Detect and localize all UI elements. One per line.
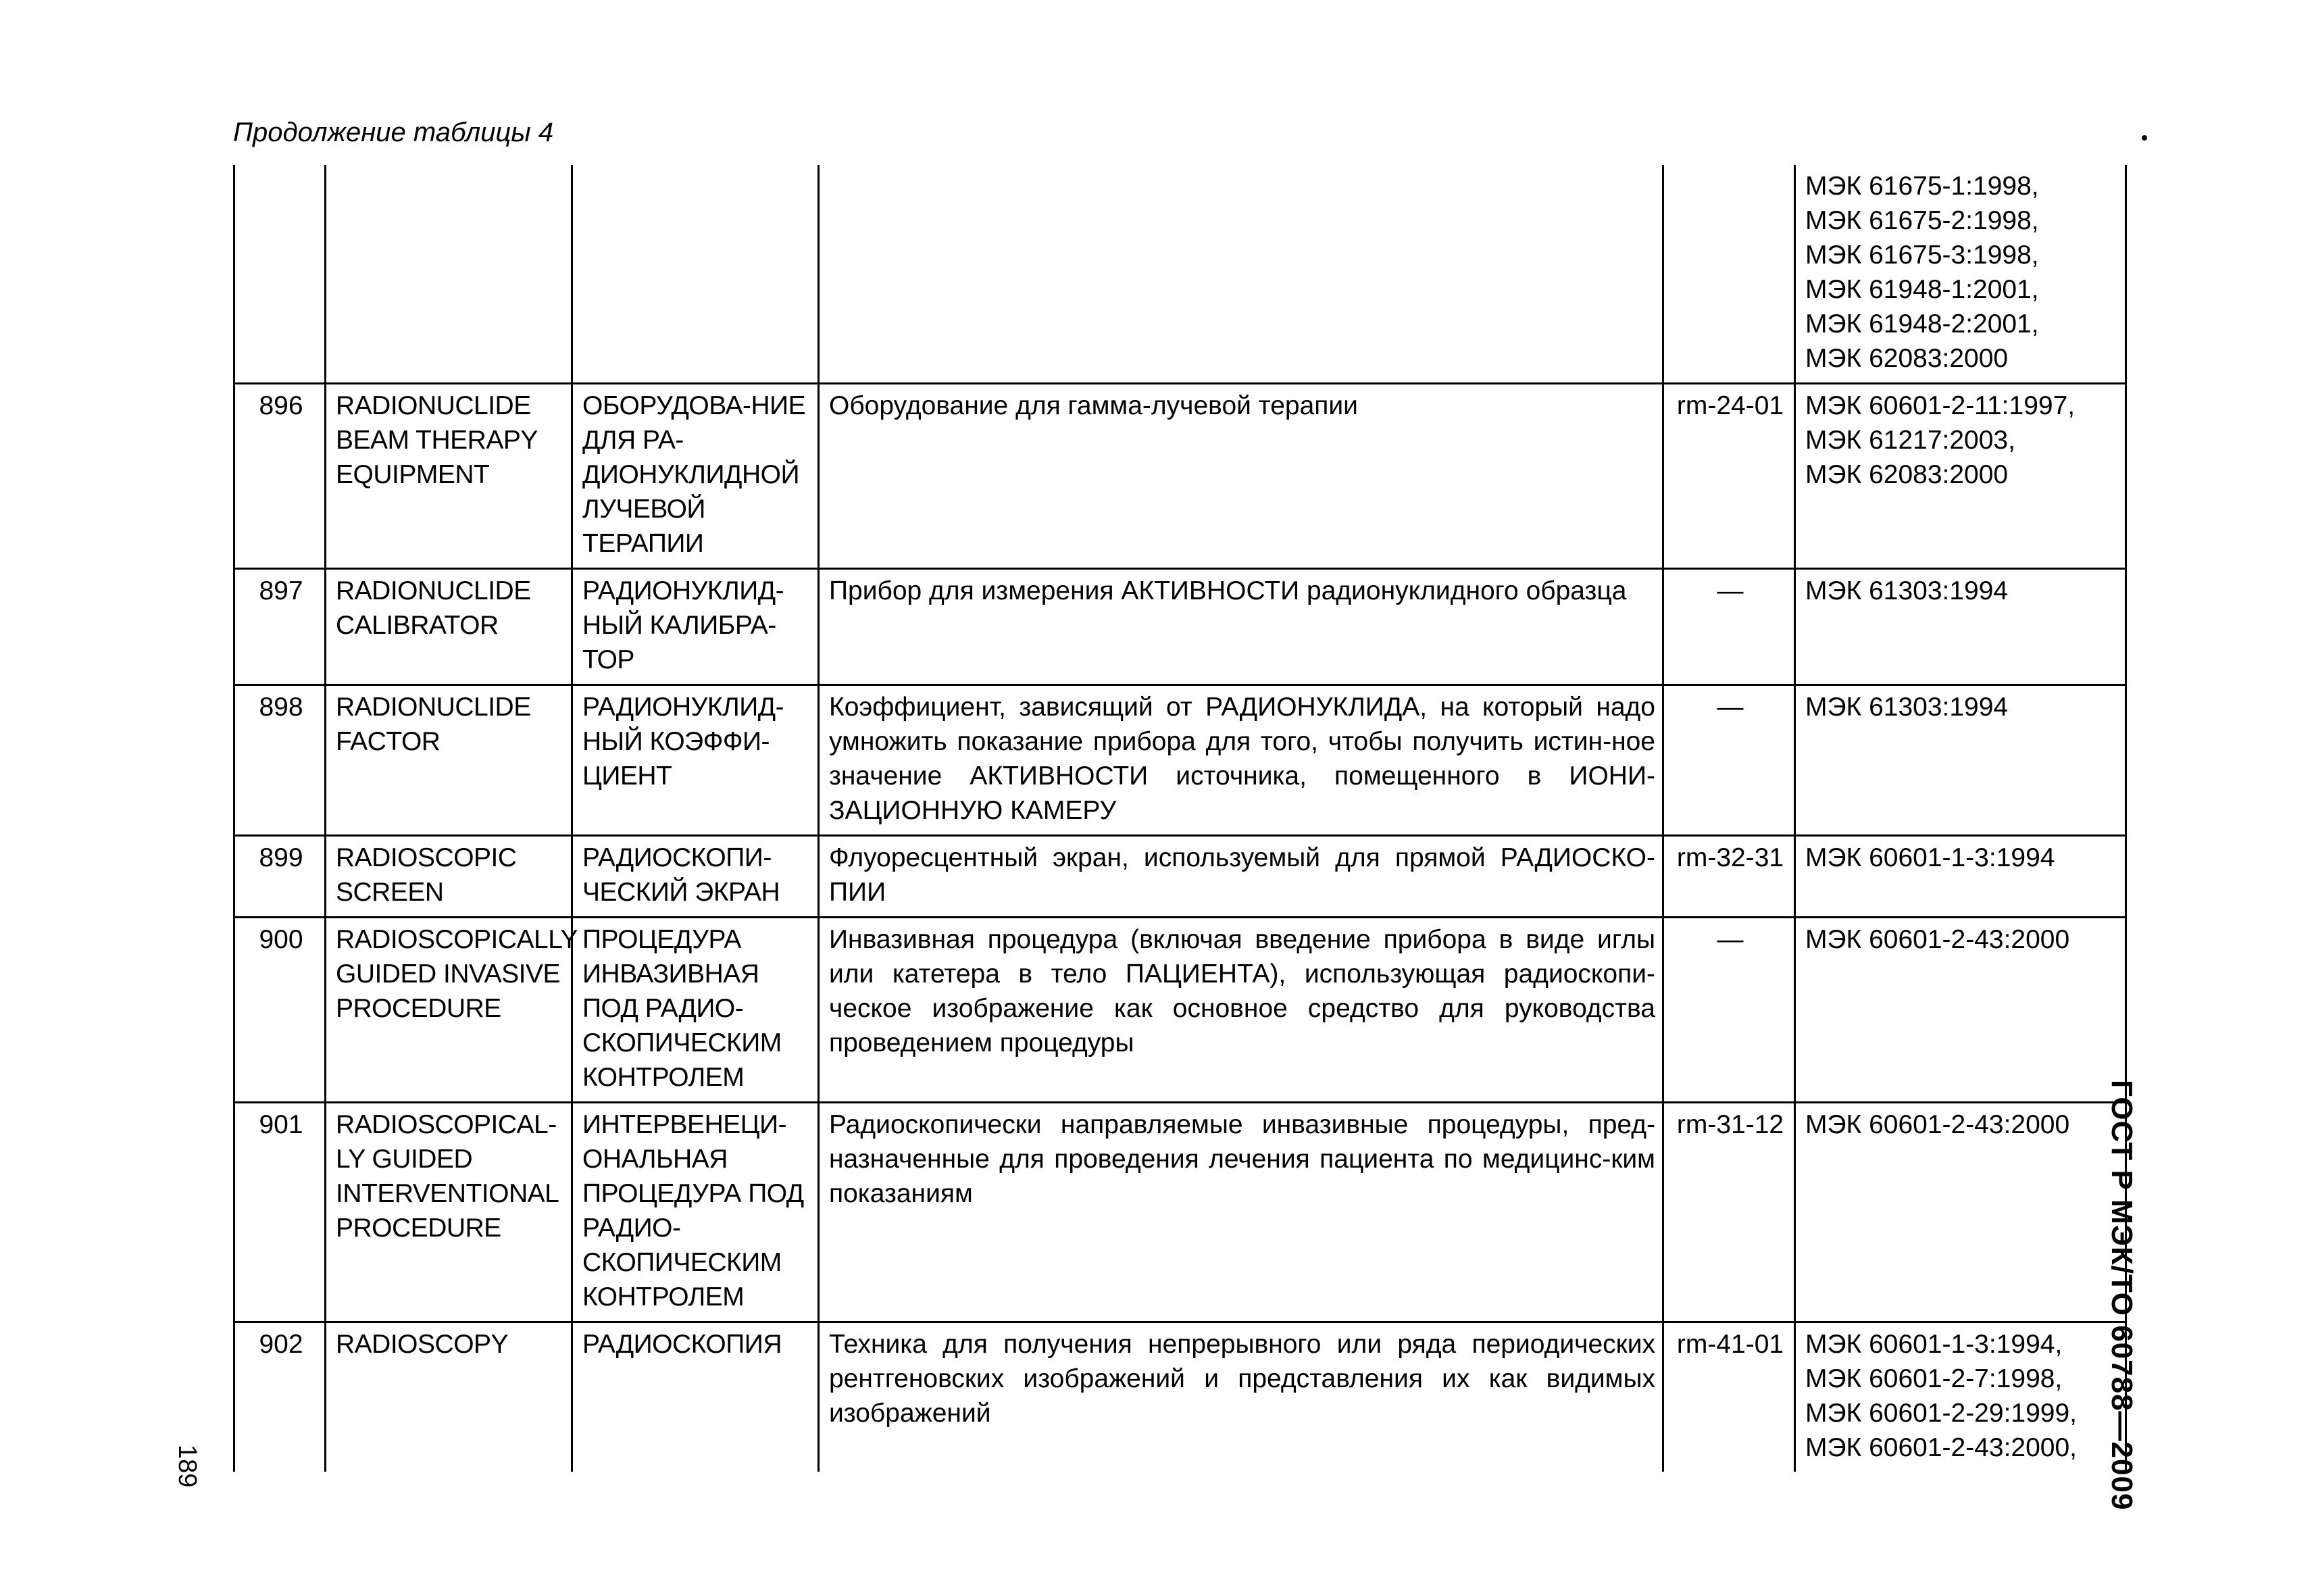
reference: МЭК 61675-3:1998, bbox=[1805, 241, 2039, 270]
reference: МЭК 60601-2-29:1999, bbox=[1805, 1399, 2077, 1428]
term-code: rm-31-12 bbox=[1663, 1103, 1795, 1322]
reference: МЭК 60601-2-43:2000, bbox=[1805, 1433, 2077, 1462]
term-code bbox=[1663, 165, 1795, 384]
term-definition: Прибор для измерения АКТИВНОСТИ радионуклидного образца bbox=[819, 569, 1663, 685]
term-russian: ИНТЕРВЕНЕЦИ-ОНАЛЬНАЯ ПРОЦЕДУРА ПОД РАДИО-СКОПИЧЕСКИМ КОНТРОЛЕМ bbox=[572, 1103, 819, 1322]
table-row bbox=[234, 569, 2126, 685]
term-english: RADIONUCLIDE CALIBRATOR bbox=[326, 569, 572, 685]
term-references bbox=[1795, 1322, 2126, 1472]
term-english: RADIOSCOPICALLY GUIDED INVASIVE PROCEDURE bbox=[326, 918, 572, 1103]
term-english: RADIONUCLIDE FACTOR bbox=[326, 685, 572, 836]
term-number: 902 bbox=[234, 1322, 326, 1472]
term-english: RADIOSCOPIC SCREEN bbox=[326, 836, 572, 918]
term-russian: ПРОЦЕДУРА ИНВАЗИВНАЯ ПОД РАДИО-СКОПИЧЕСКИМ КОНТРОЛЕМ bbox=[572, 918, 819, 1103]
reference: МЭК 61675-2:1998, bbox=[1805, 206, 2039, 235]
term-english: RADIOSCOPY bbox=[326, 1322, 572, 1472]
table-row bbox=[234, 1103, 2126, 1322]
reference: МЭК 62083:2000 bbox=[1805, 344, 2009, 373]
term-definition: Техника для получения непрерывного или ряда периодических рентгеновских изображений и представления их как видимых изображений bbox=[819, 1322, 1663, 1472]
reference: МЭК 61948-1:2001, bbox=[1805, 275, 2039, 304]
term-definition: Коэффициент, зависящий от РАДИОНУКЛИДА, на который надо умножить показание прибора для того, чтобы получить истин-ное значение АКТИВНОСТИ источника, помещенного в ИОНИ-ЗАЦИОННУЮ КАМЕРУ bbox=[819, 685, 1663, 836]
terms-table-body bbox=[234, 165, 2126, 1472]
term-references bbox=[1795, 918, 2126, 1103]
term-english: RADIONUCLIDE BEAM THERAPY EQUIPMENT bbox=[326, 384, 572, 569]
term-code: rm-41-01 bbox=[1663, 1322, 1795, 1472]
term-definition: Флуоресцентный экран, используемый для прямой РАДИОСКО-ПИИ bbox=[819, 836, 1663, 918]
term-code: rm-24-01 bbox=[1663, 384, 1795, 569]
reference: МЭК 61675-1:1998, bbox=[1805, 172, 2039, 201]
term-russian: РАДИОНУКЛИД-НЫЙ КОЭФФИ-ЦИЕНТ bbox=[572, 685, 819, 836]
term-references bbox=[1795, 1103, 2126, 1322]
term-code: — bbox=[1663, 685, 1795, 836]
term-definition bbox=[819, 165, 1663, 384]
term-references bbox=[1795, 569, 2126, 685]
term-definition: Оборудование для гамма-лучевой терапии bbox=[819, 384, 1663, 569]
table-row bbox=[234, 685, 2126, 836]
table-caption: Продолжение таблицы 4 bbox=[233, 118, 554, 147]
term-number bbox=[234, 165, 326, 384]
term-references bbox=[1795, 384, 2126, 569]
term-english bbox=[326, 165, 572, 384]
term-number: 899 bbox=[234, 836, 326, 918]
term-russian: РАДИОНУКЛИД-НЫЙ КАЛИБРА-ТОР bbox=[572, 569, 819, 685]
decorative-dot bbox=[2142, 135, 2147, 141]
standard-designation: ГОСТ Р МЭК/ТО 60788—2009 bbox=[2105, 1080, 2138, 1511]
table-row bbox=[234, 836, 2126, 918]
table-row bbox=[234, 918, 2126, 1103]
reference: МЭК 60601-2-43:2000 bbox=[1805, 1110, 2070, 1139]
reference: МЭК 60601-1-3:1994 bbox=[1805, 843, 2055, 872]
term-references bbox=[1795, 836, 2126, 918]
reference: МЭК 61303:1994 bbox=[1805, 693, 2009, 722]
term-references bbox=[1795, 165, 2126, 384]
reference: МЭК 60601-2-43:2000 bbox=[1805, 925, 2070, 954]
term-russian bbox=[572, 165, 819, 384]
term-definition: Радиоскопически направляемые инвазивные процедуры, пред-назначенные для проведения лечения пациента по медицинс-ким показаниям bbox=[819, 1103, 1663, 1322]
reference: МЭК 61217:2003, bbox=[1805, 426, 2015, 455]
reference: МЭК 61948-2:2001, bbox=[1805, 309, 2039, 339]
term-number: 901 bbox=[234, 1103, 326, 1322]
page-number: 189 bbox=[173, 1445, 201, 1488]
term-english: RADIOSCOPICAL-LY GUIDED INTERVENTIONAL PROCEDURE bbox=[326, 1103, 572, 1322]
term-russian: РАДИОСКОПИЯ bbox=[572, 1322, 819, 1472]
term-russian: РАДИОСКОПИ-ЧЕСКИЙ ЭКРАН bbox=[572, 836, 819, 918]
reference: МЭК 61303:1994 bbox=[1805, 576, 2009, 605]
reference: МЭК 60601-1-3:1994, bbox=[1805, 1330, 2063, 1359]
reference: МЭК 60601-2-7:1998, bbox=[1805, 1364, 2063, 1393]
reference: МЭК 60601-2-11:1997, bbox=[1805, 391, 2076, 420]
term-definition: Инвазивная процедура (включая введение прибора в виде иглы или катетера в тело ПАЦИЕНТА), использующая радиоскопи-ческое изображение как основное средство для руководства проведением процедуры bbox=[819, 918, 1663, 1103]
reference: МЭК 62083:2000 bbox=[1805, 460, 2009, 489]
table-row bbox=[234, 165, 2126, 384]
table-row bbox=[234, 1322, 2126, 1472]
term-number: 900 bbox=[234, 918, 326, 1103]
term-code: — bbox=[1663, 918, 1795, 1103]
term-code: — bbox=[1663, 569, 1795, 685]
term-russian: ОБОРУДОВА-НИЕ ДЛЯ РА-ДИОНУКЛИДНОЙ ЛУЧЕВОЙ ТЕРАПИИ bbox=[572, 384, 819, 569]
term-number: 898 bbox=[234, 685, 326, 836]
term-number: 897 bbox=[234, 569, 326, 685]
terms-table bbox=[233, 165, 2127, 1472]
term-references bbox=[1795, 685, 2126, 836]
term-number: 896 bbox=[234, 384, 326, 569]
table-row bbox=[234, 384, 2126, 569]
term-code: rm-32-31 bbox=[1663, 836, 1795, 918]
